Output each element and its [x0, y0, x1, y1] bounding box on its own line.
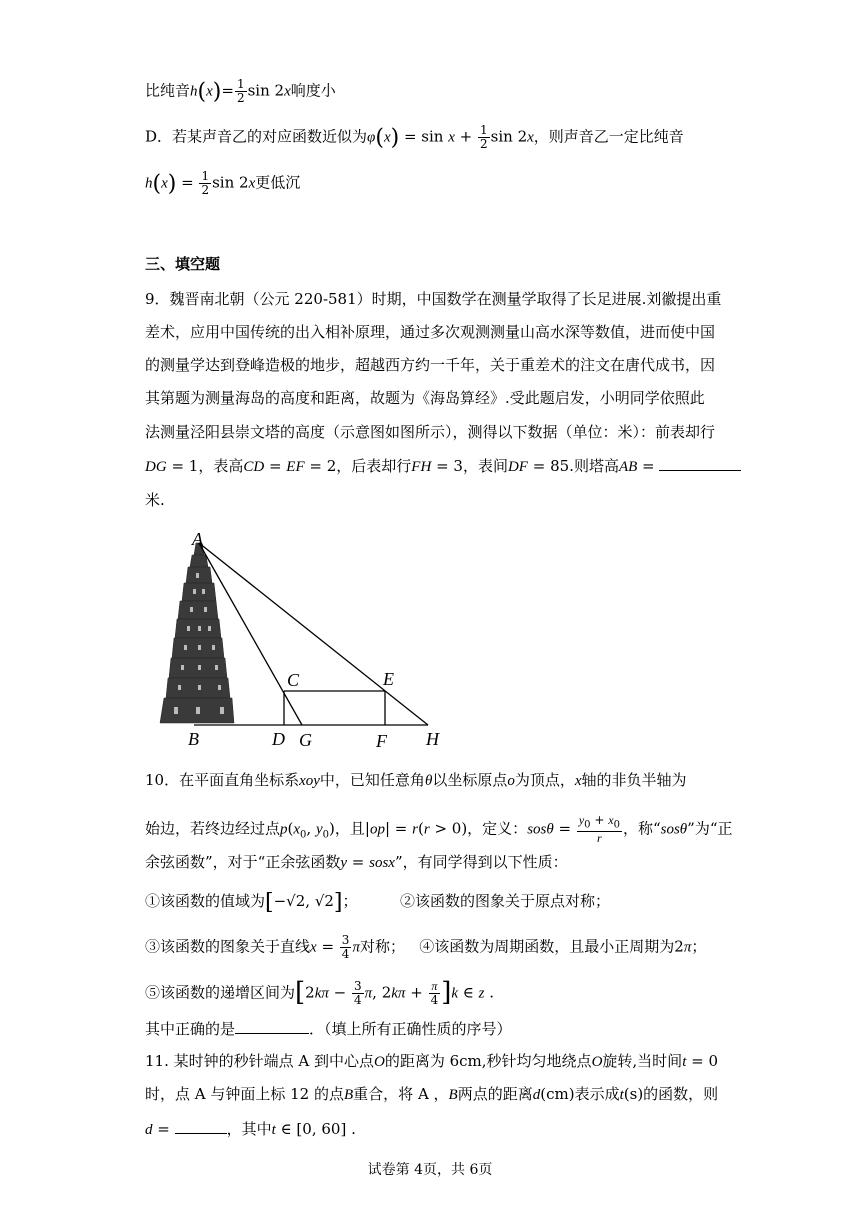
q10-line3: 余弦函数”，对于“正余弦函数y = sosx”，有同学得到以下性质： [145, 853, 568, 871]
label-D: D [272, 729, 285, 749]
section-title: 三、填空题 [145, 255, 221, 273]
q10-prop2: ②该函数的图象关于原点对称； [400, 892, 611, 910]
option-c-tail: 比纯音h(x)= $\frac{1}{2}$ sin 2x响度小 [145, 77, 336, 105]
q9-line7: 米. [145, 491, 165, 509]
label-F: F [376, 731, 387, 751]
q10-prop1: ①该函数的值域为[−√2, √2]； [145, 890, 358, 915]
label-B: B [188, 729, 199, 749]
option-d-line3: h(x) = $\frac{1}{2}$ sin 2x更低沉 [145, 169, 301, 197]
line-AH [199, 543, 428, 725]
label-G: G [299, 730, 312, 750]
q11-line2: 时，点 A 与钟面上标 12 的点B重合，将 A ，B两点的距离d(cm)表示成t(s)的函数，则 [145, 1085, 719, 1103]
tower-diagram [150, 525, 450, 755]
page-footer: 试卷第 4页，共 6页 [367, 1162, 493, 1178]
q11-answer-blank [175, 1119, 227, 1134]
q11-line3: d = ，其中t ∈ [0, 60] . [145, 1120, 356, 1138]
label-A: A [192, 529, 203, 549]
q9-line1: 9．魏晋南北朝（公元 220-581）时期，中国数学在测量学取得了长足进展.刘徽提出重 [145, 290, 722, 308]
q9-line6: DG = 1，表高CD = EF = 2，后表却行FH = 3，表间DF = 85.则塔高AB = [145, 456, 741, 477]
q9-line5: 法测量泾阳县崇文塔的高度（示意图如图所示），测得以下数据（单位：米）：前表却行 [145, 423, 716, 441]
q9-line3: 的测量学达到登峰造极的地步，超越西方约一千年，关于重差术的注文在唐代成书，因 [145, 356, 716, 374]
label-C: C [287, 670, 300, 690]
q10-prop5: ⑤该函数的递增区间为[2kπ − $\frac{3}{4}$ π, 2kπ + $\frac{\pi}{4}$ ]k ∈ z . [145, 977, 495, 1008]
label-E: E [383, 669, 394, 689]
q10-line1: 10．在平面直角坐标系xoy中，已知任意角θ以坐标原点o为顶点，x轴的非负半轴为 [145, 771, 687, 789]
q10-line2: 始边，若终边经过点$p(x_0$, $y_0$)，且|op| = r(r > 0)，定义：sosθ = $\frac{y_0 + x_0}{r}$ ，称“sosθ”为“正 [145, 813, 733, 846]
q9-answer-blank [659, 456, 741, 471]
q9-line2: 差术，应用中国传统的出入相补原理，通过多次观测测量山高水深等数值，进而使中国 [145, 323, 716, 341]
tower-illustration [160, 543, 234, 723]
label-H: H [426, 729, 439, 749]
q10-answer-blank [235, 1019, 309, 1034]
q10-answer: 其中正确的是 ．（填上所有正确性质的序号） [145, 1020, 512, 1038]
option-d: D．若某声音乙的对应函数近似为φ(x) = sin x + $\frac{1}{2}$ sin 2x，则声音乙一定比纯音 [145, 123, 684, 151]
q11-line1: 11. 某时钟的秒针端点 A 到中心点O的距离为 6cm,秒针均匀地绕点O旋转,当时间t = 0 [145, 1052, 719, 1070]
q10-prop3-4: ③该函数的图象关于直线x = $\frac{3}{4}$ π对称； ④该函数为周期函数，且最小正周期为2π； [145, 933, 707, 961]
q9-line4: 其第题为测量海岛的高度和距离，故题为《海岛算经》.受此题启发，小明同学依照此 [145, 389, 705, 407]
